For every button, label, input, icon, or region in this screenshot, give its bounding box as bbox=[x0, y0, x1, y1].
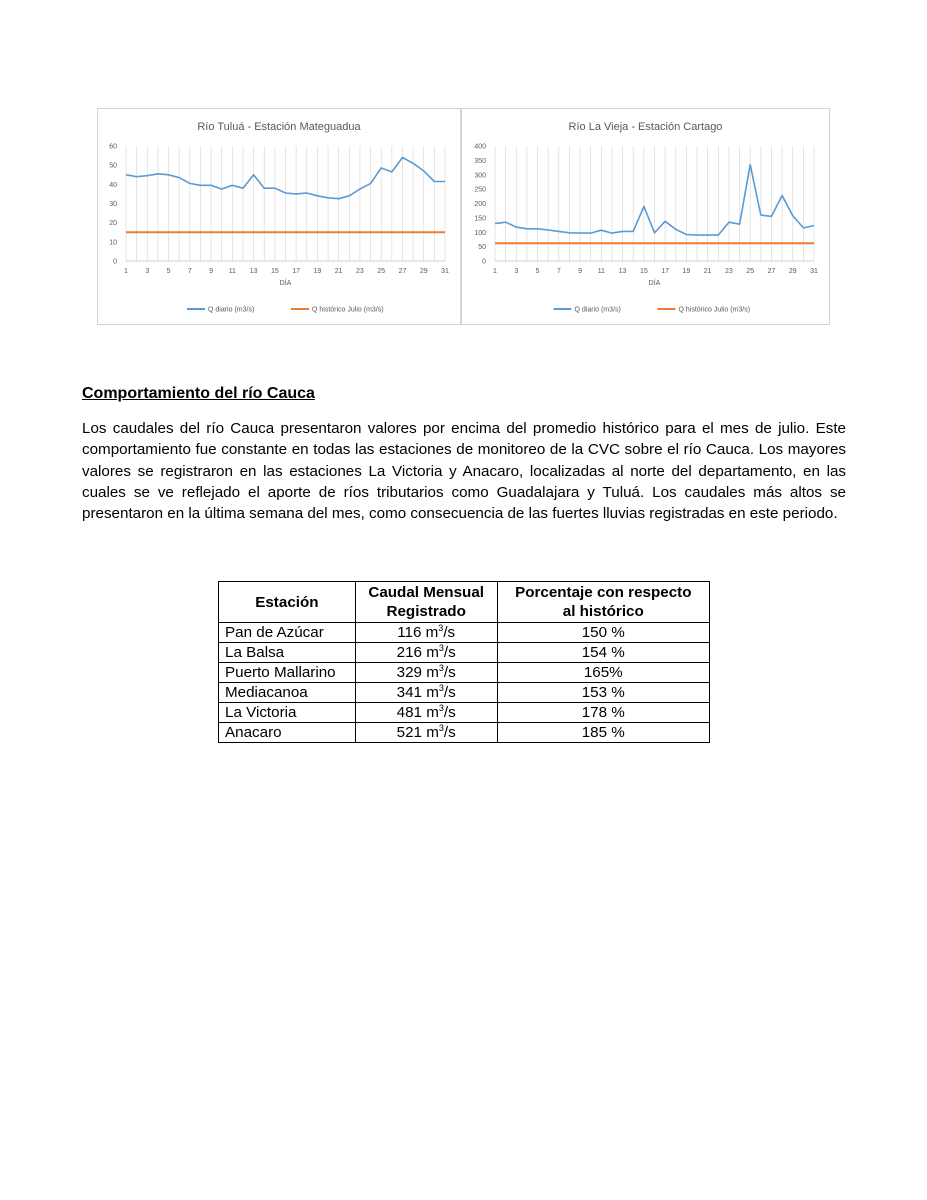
header-station-text: Estación bbox=[255, 593, 319, 611]
cell-station: Puerto Mallarino bbox=[219, 663, 356, 683]
flow-value: 521 bbox=[396, 724, 422, 741]
unit-suffix: /s bbox=[443, 684, 456, 701]
cell-percentage: 185 % bbox=[497, 723, 709, 743]
x-tick-label: 7 bbox=[187, 268, 192, 275]
y-tick-label: 10 bbox=[109, 239, 117, 247]
x-tick-label: 15 bbox=[270, 268, 279, 275]
y-tick-label: 50 bbox=[478, 244, 486, 252]
x-tick-label: 21 bbox=[703, 268, 712, 275]
cell-percentage: 165% bbox=[497, 663, 709, 683]
flow-value: 329 bbox=[396, 664, 422, 681]
x-tick-label: 23 bbox=[356, 268, 364, 275]
x-tick-label: 29 bbox=[788, 268, 797, 275]
flow-value: 216 bbox=[396, 644, 422, 661]
x-tick-label: 13 bbox=[249, 268, 258, 275]
y-tick-label: 350 bbox=[474, 157, 486, 165]
x-tick-label: 19 bbox=[313, 268, 322, 275]
flow-table bbox=[218, 581, 710, 743]
header-percentage bbox=[497, 582, 709, 623]
header-station bbox=[219, 582, 356, 623]
unit-superscript: 3 bbox=[438, 723, 444, 733]
unit-superscript: 3 bbox=[438, 643, 444, 653]
cell-flow bbox=[355, 683, 497, 703]
x-tick-label: 25 bbox=[746, 268, 755, 275]
table-row bbox=[219, 703, 710, 723]
header-flow bbox=[355, 582, 497, 623]
unit-suffix: /s bbox=[443, 644, 456, 661]
cell-percentage: 154 % bbox=[497, 643, 709, 663]
cell-flow bbox=[355, 703, 497, 723]
cell-station: Anacaro bbox=[219, 723, 356, 743]
unit-prefix: m bbox=[421, 704, 439, 721]
chart-rio-tulua-svg bbox=[98, 109, 460, 324]
cell-flow bbox=[355, 663, 497, 683]
x-tick-label: 19 bbox=[682, 268, 691, 275]
cell-flow bbox=[355, 623, 497, 643]
table-body bbox=[219, 623, 710, 743]
flow-value: 481 bbox=[396, 704, 422, 721]
flow-value: 341 bbox=[396, 684, 422, 701]
x-axis-label: DÍA bbox=[279, 280, 292, 287]
y-tick-label: 50 bbox=[109, 162, 117, 170]
unit-superscript: 3 bbox=[438, 703, 444, 713]
table-row bbox=[219, 723, 710, 743]
y-tick-label: 300 bbox=[474, 172, 486, 180]
flow-value: 116 bbox=[397, 624, 422, 641]
table-row bbox=[219, 623, 710, 643]
unit-superscript: 3 bbox=[438, 623, 444, 633]
legend-label: Q diario (m3/s) bbox=[208, 306, 255, 314]
chart-rio-la-vieja-svg bbox=[462, 109, 829, 324]
unit-suffix: /s bbox=[443, 664, 456, 681]
table-row bbox=[219, 643, 710, 663]
x-tick-label: 17 bbox=[661, 268, 670, 275]
unit-prefix: m bbox=[421, 684, 439, 701]
unit-superscript: 3 bbox=[438, 683, 444, 693]
cell-flow bbox=[355, 643, 497, 663]
y-tick-label: 40 bbox=[109, 181, 117, 189]
cell-station: La Victoria bbox=[219, 703, 356, 723]
chart-title: Río La Vieja - Estación Cartago bbox=[568, 121, 723, 133]
chart-rio-tulua bbox=[97, 108, 461, 325]
x-tick-label: 1 bbox=[124, 268, 128, 275]
x-tick-label: 5 bbox=[535, 268, 540, 275]
x-tick-label: 7 bbox=[556, 268, 561, 275]
x-tick-label: 5 bbox=[166, 268, 171, 275]
y-tick-label: 400 bbox=[474, 143, 486, 151]
x-tick-label: 13 bbox=[618, 268, 627, 275]
unit-prefix: m bbox=[421, 664, 439, 681]
x-tick-label: 1 bbox=[493, 268, 497, 275]
unit-prefix: m bbox=[421, 624, 439, 641]
cell-station: La Balsa bbox=[219, 643, 356, 663]
cell-percentage: 150 % bbox=[497, 623, 709, 643]
legend-label: Q histórico Julio (m3/s) bbox=[678, 306, 751, 314]
unit-suffix: /s bbox=[443, 704, 456, 721]
x-axis-label: DÍA bbox=[648, 280, 661, 287]
header-flow-line2: Registrado bbox=[386, 603, 466, 620]
x-tick-label: 11 bbox=[228, 268, 236, 275]
cell-flow bbox=[355, 723, 497, 743]
x-tick-label: 15 bbox=[639, 268, 648, 275]
legend-label: Q histórico Julio (m3/s) bbox=[312, 306, 384, 314]
unit-superscript: 3 bbox=[438, 663, 444, 673]
x-tick-label: 29 bbox=[419, 268, 428, 275]
unit-suffix: /s bbox=[443, 624, 456, 641]
unit-prefix: m bbox=[421, 644, 439, 661]
x-tick-label: 31 bbox=[810, 268, 818, 275]
y-tick-label: 30 bbox=[109, 201, 117, 208]
section-heading: Comportamiento del río Cauca bbox=[82, 385, 315, 402]
y-tick-label: 100 bbox=[474, 229, 486, 237]
x-tick-label: 27 bbox=[767, 268, 776, 275]
table-row bbox=[219, 663, 710, 683]
header-flow-line1: Caudal Mensual bbox=[368, 584, 484, 601]
x-tick-label: 21 bbox=[334, 268, 343, 275]
y-tick-label: 60 bbox=[109, 143, 117, 151]
x-tick-label: 27 bbox=[398, 268, 407, 275]
cell-percentage: 153 % bbox=[497, 683, 709, 703]
unit-prefix: m bbox=[421, 724, 439, 741]
header-pct-line2: al histórico bbox=[562, 603, 644, 620]
x-tick-label: 9 bbox=[578, 268, 583, 275]
x-tick-label: 3 bbox=[514, 268, 519, 275]
y-tick-label: 250 bbox=[474, 186, 486, 194]
table-row bbox=[219, 683, 710, 703]
chart-rio-la-vieja bbox=[461, 108, 830, 325]
y-tick-label: 20 bbox=[109, 220, 117, 228]
x-tick-label: 17 bbox=[292, 268, 301, 275]
header-pct-line1: Porcentaje con respecto bbox=[515, 584, 692, 601]
body-paragraph: Los caudales del río Cauca presentaron valores por encima del promedio histórico para el mes de julio. Este comportamiento fue constante en todas las estaciones de monitoreo de la CVC sobre el río Cauca. Los mayores valores se registraron en las estaciones La Victoria y Anacaro, localizadas al norte del departamento, en las cuales se ve reflejado el aporte de ríos tributarios como Guadalajara y Tuluá. Los caudales más altos se presentaron en la última semana del mes, como consecuencia de las fuertes lluvias registradas en este periodo. bbox=[82, 420, 846, 523]
y-tick-label: 200 bbox=[474, 201, 486, 208]
x-tick-label: 11 bbox=[597, 268, 605, 275]
x-tick-label: 3 bbox=[145, 268, 150, 275]
unit-suffix: /s bbox=[443, 724, 456, 741]
y-tick-label: 0 bbox=[113, 258, 117, 266]
chart-title: Río Tuluá - Estación Mateguadua bbox=[197, 121, 361, 133]
table-header-row bbox=[219, 582, 710, 623]
cell-station: Pan de Azúcar bbox=[219, 623, 356, 643]
cell-percentage: 178 % bbox=[497, 703, 709, 723]
cell-station: Mediacanoa bbox=[219, 683, 356, 703]
legend-label: Q diario (m3/s) bbox=[574, 306, 621, 314]
y-tick-label: 150 bbox=[474, 215, 486, 223]
y-tick-label: 0 bbox=[482, 258, 486, 266]
x-tick-label: 23 bbox=[725, 268, 733, 275]
x-tick-label: 25 bbox=[377, 268, 386, 275]
x-tick-label: 9 bbox=[209, 268, 214, 275]
x-tick-label: 31 bbox=[441, 268, 449, 275]
